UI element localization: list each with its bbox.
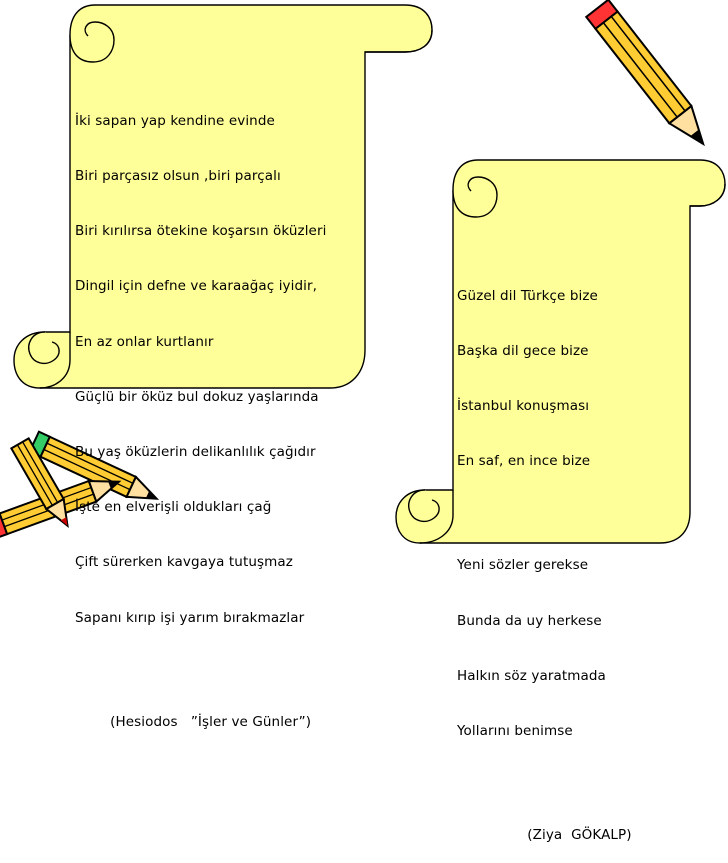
poem-line: Halkın söz yaratmada: [457, 667, 606, 684]
spacer: [75, 664, 326, 676]
poem-line: Çift sürerken kavgaya tutuşmaz: [75, 554, 293, 571]
poem-line: Biri kırılırsa ötekine koşarsın öküzleri: [75, 223, 327, 240]
poem-gokalp: [457, 250, 632, 863]
poem-line: Bu yaş öküzlerin delikanlılık çağıdır: [75, 444, 316, 461]
poem-line: Güçlü bir öküz bul dokuz yaşlarında: [75, 388, 319, 405]
poem-line: Güzel dil Türkçe bize: [457, 287, 598, 304]
poem-line: Başka dil gece bize: [457, 343, 589, 360]
poem-line: İstanbul konuşması: [457, 398, 590, 415]
poem-hesiodos: [75, 75, 326, 749]
poem-line: En saf, en ince bize: [457, 453, 591, 470]
poem-line: Yollarını benimse: [457, 723, 573, 740]
spacer: [457, 777, 632, 789]
poem-line: Sapanı kırıp işi yarım bırakmazlar: [75, 609, 305, 626]
poem-line: Bunda da uy herkese: [457, 612, 602, 629]
poem-line: Biri parçasız olsun ,biri parçalı: [75, 168, 281, 185]
poem-line: İşte en elverişli oldukları çağ: [75, 499, 272, 516]
poem-line: İki sapan yap kendine evinde: [75, 112, 275, 129]
spacer: [457, 508, 632, 520]
poem-attribution: (Ziya GÖKALP): [457, 827, 632, 844]
poem-attribution: (Hesiodos ”İşler ve Günler”): [75, 713, 312, 730]
poem-line: Dingil için defne ve karaağaç iyidir,: [75, 278, 318, 295]
poem-line: Yeni sözler gerekse: [457, 557, 589, 574]
pencil-icon: [586, 0, 714, 152]
poem-line: En az onlar kurtlanır: [75, 333, 214, 350]
